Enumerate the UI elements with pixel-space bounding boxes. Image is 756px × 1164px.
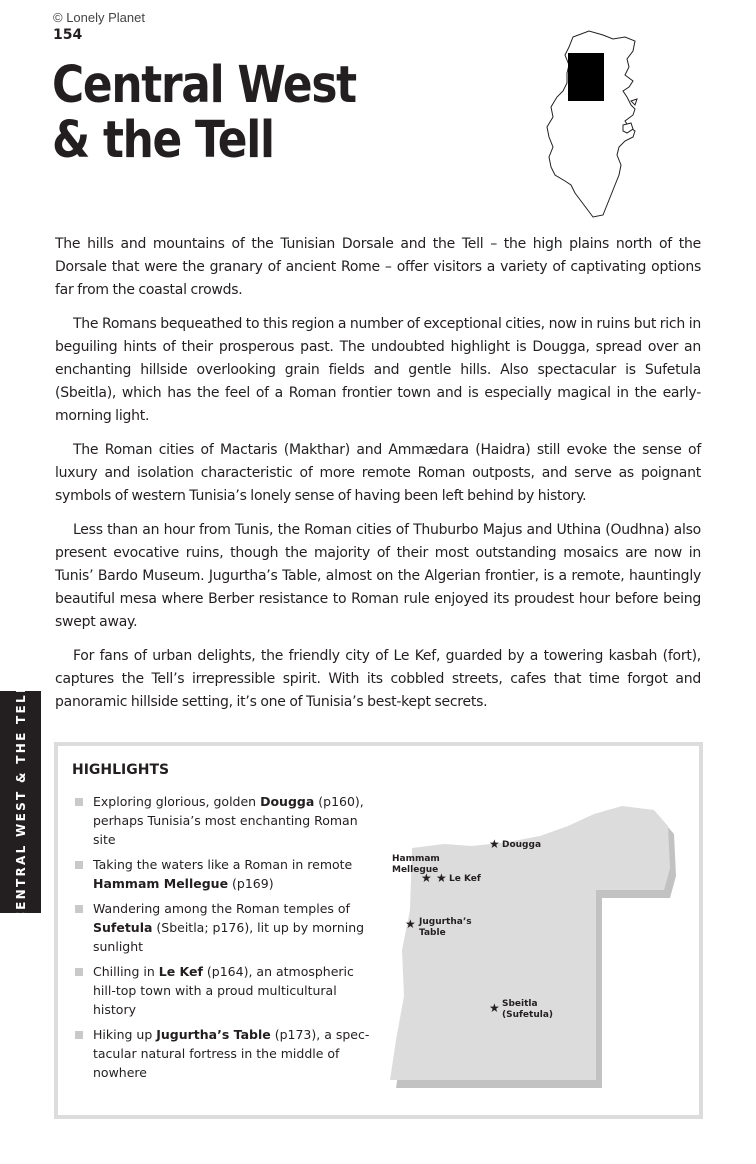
intro-paragraph: For fans of urban delights, the friendly city of Le Kef, guarded by a towering kasbah (fort), captures the Tell’s irrepressible spirit. With its cobbled streets, cafes that time forgot and panoramic hillside setting, it’s one of Tunisia’s best-kept secrets. xyxy=(55,648,701,710)
map-label-hammam-line-2: Mellegue xyxy=(392,865,439,875)
chapter-title-line-1: Central West xyxy=(52,56,356,115)
copyright-notice: © Lonely Planet xyxy=(53,10,145,25)
locator-map xyxy=(545,25,645,220)
intro-paragraph: The hills and mountains of the Tunisian Dorsale and the Tell – the high plains north of the Dorsale that were the granary of ancient Rome – offer visitors a variety of captivating options far from the coastal crowds. xyxy=(55,236,701,298)
highlight-item xyxy=(72,792,372,849)
chapter-title-line-2: & the Tell xyxy=(52,111,274,170)
highlight-text: (p164), an atmospheric hill-top town with a proud multicultural history xyxy=(93,964,354,1017)
map-label-le-kef: Le Kef xyxy=(449,874,481,884)
highlights-heading: HIGHLIGHTS xyxy=(72,762,170,778)
page-number: 154 xyxy=(53,27,83,43)
intro-paragraph: The Roman cities of Mactaris (Makthar) and Ammædara (Haidra) still evoke the sense of luxury and isolation characteristic of more remote Roman outposts, and serve as poignant symbols of western Tunisia’s lonely sense of having been left behind by history. xyxy=(55,442,701,504)
highlight-place: Sufetula xyxy=(93,920,153,935)
highlights-list xyxy=(72,792,372,1088)
highlight-item xyxy=(72,962,372,1019)
highlight-item xyxy=(72,1025,372,1082)
highlight-text: (Sbeitla; p176), lit up by morning sunlight xyxy=(93,920,365,954)
star-icon: ★ xyxy=(489,1001,500,1015)
highlight-text: Hiking up xyxy=(93,1027,157,1042)
highlight-text: (p173), a spec-tacular natural fortress in the middle of nowhere xyxy=(93,1027,370,1080)
chapter-title xyxy=(52,58,356,168)
star-icon: ★ xyxy=(436,871,447,885)
highlight-text: Chilling in xyxy=(93,964,159,979)
highlights-map xyxy=(378,778,698,1098)
map-label-jugurtha-line-2: Table xyxy=(419,928,446,938)
intro-paragraph: The Romans bequeathed to this region a number of exceptional cities, now in ruins but rich in beguiling hints of their prosperous past. The undoubted highlight is Dougga, spread over an enchanting hillside overlooking grain fields and gentle hills. Also spectacular is Sufetula (Sbeitla), which has the feel of a Roman frontier town and is especially magical in the early-morning light. xyxy=(55,316,701,424)
highlight-item xyxy=(72,855,372,893)
region-highlight xyxy=(568,53,604,101)
island-kerkennah xyxy=(631,99,637,105)
map-label-jugurtha-line-1: Jugurtha’s xyxy=(419,917,472,927)
map-label-sbeitla-line-1: Sbeitla xyxy=(502,999,538,1009)
chapter-side-tab-label: CENTRAL WEST & THE TELL xyxy=(13,683,28,921)
highlight-place: Dougga xyxy=(260,794,315,809)
intro-paragraph: Less than an hour from Tunis, the Roman cities of Thuburbo Majus and Uthina (Oudhna) also present evocative ruins, though the majority of their most outstanding mosaics are now in Tunis’ Bardo Museum. Jugurtha’s Table, almost on the Algerian frontier, is a remote, hauntingly beautiful mesa where Berber resistance to Roman rule enjoyed its proudest hour before being swept away. xyxy=(55,522,701,630)
highlight-place: Le Kef xyxy=(158,964,203,979)
highlights-box xyxy=(54,742,703,1119)
highlight-place: Jugurtha’s Table xyxy=(156,1027,271,1042)
star-icon: ★ xyxy=(489,837,500,851)
highlight-text: (p160), perhaps Tunisia’s most enchanting Roman site xyxy=(93,794,364,847)
intro-text xyxy=(55,233,701,725)
star-icon: ★ xyxy=(405,917,416,931)
map-label-dougga: Dougga xyxy=(502,840,542,850)
star-icon: ★ xyxy=(421,871,432,885)
highlight-text: Wandering among the Roman temples of xyxy=(93,901,350,916)
highlight-text: Exploring glorious, golden xyxy=(93,794,261,809)
chapter-side-tab xyxy=(0,683,41,921)
highlight-text: (p169) xyxy=(228,876,274,891)
highlight-text: Taking the waters like a Roman in remote xyxy=(93,857,353,872)
map-label-sbeitla-line-2: (Sufetula) xyxy=(502,1010,554,1020)
highlight-place: Hammam Mellegue xyxy=(93,876,229,891)
map-label-hammam-line-1: Hammam xyxy=(392,854,440,864)
highlight-item xyxy=(72,899,372,956)
